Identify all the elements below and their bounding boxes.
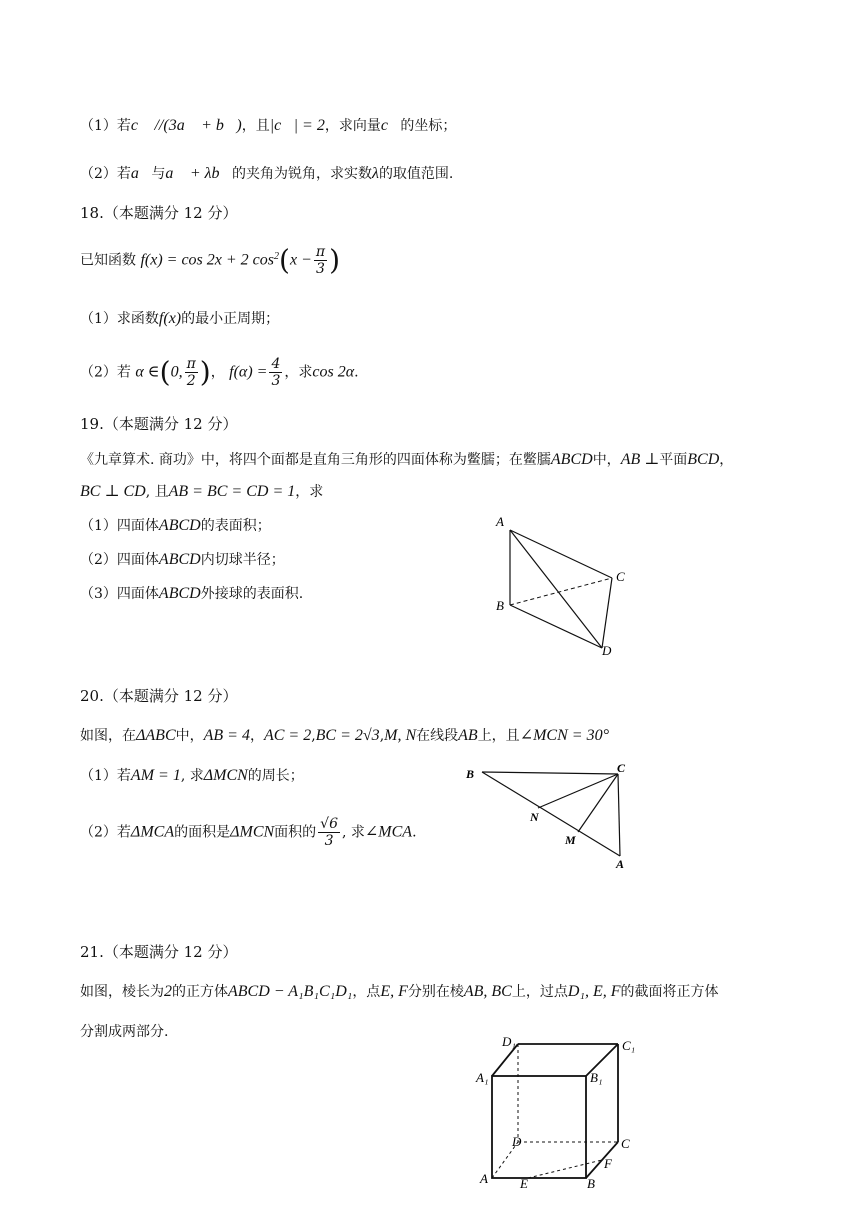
cube-figure [470,1030,650,1190]
label-b1: B₁ [590,1070,603,1085]
q18-part1: （1）求函数f(x)的最小正周期； [80,310,280,327]
q18-header: 18.（本题满分 12 分） [80,204,238,222]
q18-part2: （2）若 α ∈(0, $\frac{\pi}{2}$ )， f(α) = $\frac{4}{3}$ ，求cos 2α. [80,355,359,389]
label-a: A [496,514,504,529]
q17-part2: （2）若a⃗与a⃗ + λb⃗的夹角为锐角，求实数λ的取值范围. [80,165,454,182]
label-c: C [616,569,625,584]
q21-line1: 如图，棱长为2的正方体ABCD − A₁B₁C₁D₁，点E, F分别在棱AB, BC上，过点D₁, E, F的截面将正方体 [80,983,719,1000]
label-b: B [496,598,504,613]
label-b: B [587,1176,595,1190]
tetrahedron-figure [490,510,640,660]
label-e: E [520,1176,528,1190]
label-c1: C₁ [622,1038,636,1053]
q21-header: 21.（本题满分 12 分） [80,943,238,961]
q19-line2: BC ⊥ CD, 且AB = BC = CD = 1，求 [80,483,324,500]
q18-function: 已知函数 f(x) = cos 2x + 2 $\cos^2(x$ − $\frac{\pi}{3}$ ) [80,243,340,277]
q20-part1: （1）若AM = 1, 求ΔMCN的周长； [80,767,304,784]
triangle-figure [460,760,640,875]
label-a: A [480,1171,488,1186]
q20-header: 20.（本题满分 12 分） [80,687,238,705]
q21-line2: 分割成两部分. [80,1024,169,1040]
label-c: C [617,761,626,775]
label-n: N [530,810,539,824]
label-d1: D₁ [502,1034,516,1049]
label-d: D [512,1134,522,1149]
label-c: C [621,1136,630,1151]
q19-line1: 《九章算术. 商功》中，将四个面都是直角三角形的四面体称为鳖臑；在鳖臑ABCD中，AB ⊥平面BCD， [80,451,734,468]
q19-part3: （3）四面体ABCD外接球的表面积. [80,585,304,602]
q19-part2: （2）四面体ABCD内切球半径； [80,551,285,568]
q19-header: 19.（本题满分 12 分） [80,415,238,433]
q20-part2: （2）若ΔMCA的面积是ΔMCN面积的 $\frac{√6}{3}$ , 求∠MCA. [80,816,417,849]
label-f: F [604,1156,612,1171]
q19-part1: （1）四面体ABCD的表面积； [80,517,271,534]
label-a: A [616,857,625,871]
label-d: D [602,643,612,658]
label-m: M [565,833,576,847]
q17-part1: （1）若c⃗ //(3a⃗ + b⃗)，且|c⃗| = 2，求向量c⃗的坐标； [80,117,457,134]
label-a1: A₁ [476,1070,489,1085]
label-b: B [466,767,475,781]
q20-line1: 如图，在ΔABC中，AB = 4，AC = 2,BC = 2√3,M, N在线段AB上，且∠MCN = 30° [80,727,609,744]
